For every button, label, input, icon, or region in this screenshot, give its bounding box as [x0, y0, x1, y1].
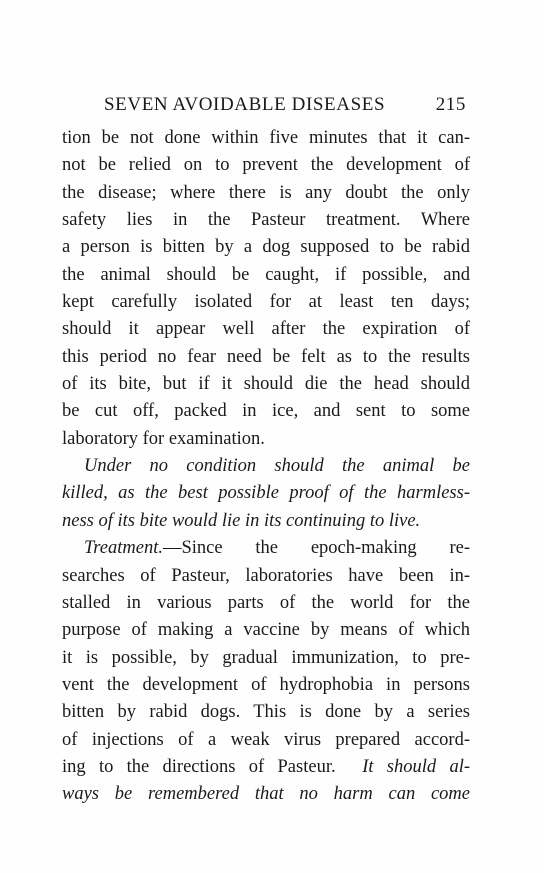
running-head [104, 92, 466, 118]
mixed-text-line [62, 754, 470, 781]
section-heading-line [62, 535, 470, 562]
text-line: the animal should be caught, if possible, and [62, 264, 470, 285]
italic-text-line: ways be remembered that no harm can come [62, 784, 470, 805]
text-line: safety lies in the Pasteur treatment. Where [62, 210, 470, 231]
text-line: should it appear well after the expiration of [62, 319, 470, 340]
text-line: laboratory for examination. [62, 428, 265, 449]
page-number: 215 [435, 94, 466, 115]
text-line: not be relied on to prevent the development of [62, 155, 470, 176]
chapter-title: SEVEN AVOIDABLE DISEASES [104, 94, 386, 115]
text-line: bitten by rabid dogs. This is done by a series [62, 702, 470, 723]
text-line: it is possible, by gradual immunization, to pre- [62, 647, 470, 668]
italic-text-run: It should al- [362, 756, 471, 777]
text-run: —Since the epoch-making re- [162, 538, 470, 559]
text-line: a person is bitten by a dog supposed to be rabid [62, 237, 470, 258]
text-line: stalled in various parts of the world for the [62, 592, 470, 613]
text-line: kept carefully isolated for at least ten days; [62, 292, 470, 313]
treatment-heading: Treatment. [84, 538, 163, 559]
text-run: ing to the directions of Pasteur. [62, 756, 336, 777]
text-line: the disease; where there is any doubt the only [62, 182, 470, 203]
text-line: of its bite, but if it should die the head should [62, 374, 470, 395]
text-line: searches of Pasteur, laboratories have been in- [62, 565, 470, 586]
text-line: tion be not done within five minutes that it can- [62, 128, 470, 148]
text-line: purpose of making a vaccine by means of which [62, 620, 470, 641]
italic-text-line: ness of its bite would lie in its continuing to live. [62, 510, 421, 531]
text-line: be cut off, packed in ice, and sent to some [62, 401, 470, 422]
text-line: of injections of a weak virus prepared accord- [62, 729, 470, 750]
italic-text-line: Under no condition should the animal be [84, 456, 470, 477]
text-line: vent the development of hydrophobia in persons [62, 674, 470, 695]
body-text [62, 125, 470, 809]
italic-text-line: killed, as the best possible proof of the harmless- [62, 483, 470, 504]
text-line: this period no fear need be felt as to the results [62, 346, 470, 367]
